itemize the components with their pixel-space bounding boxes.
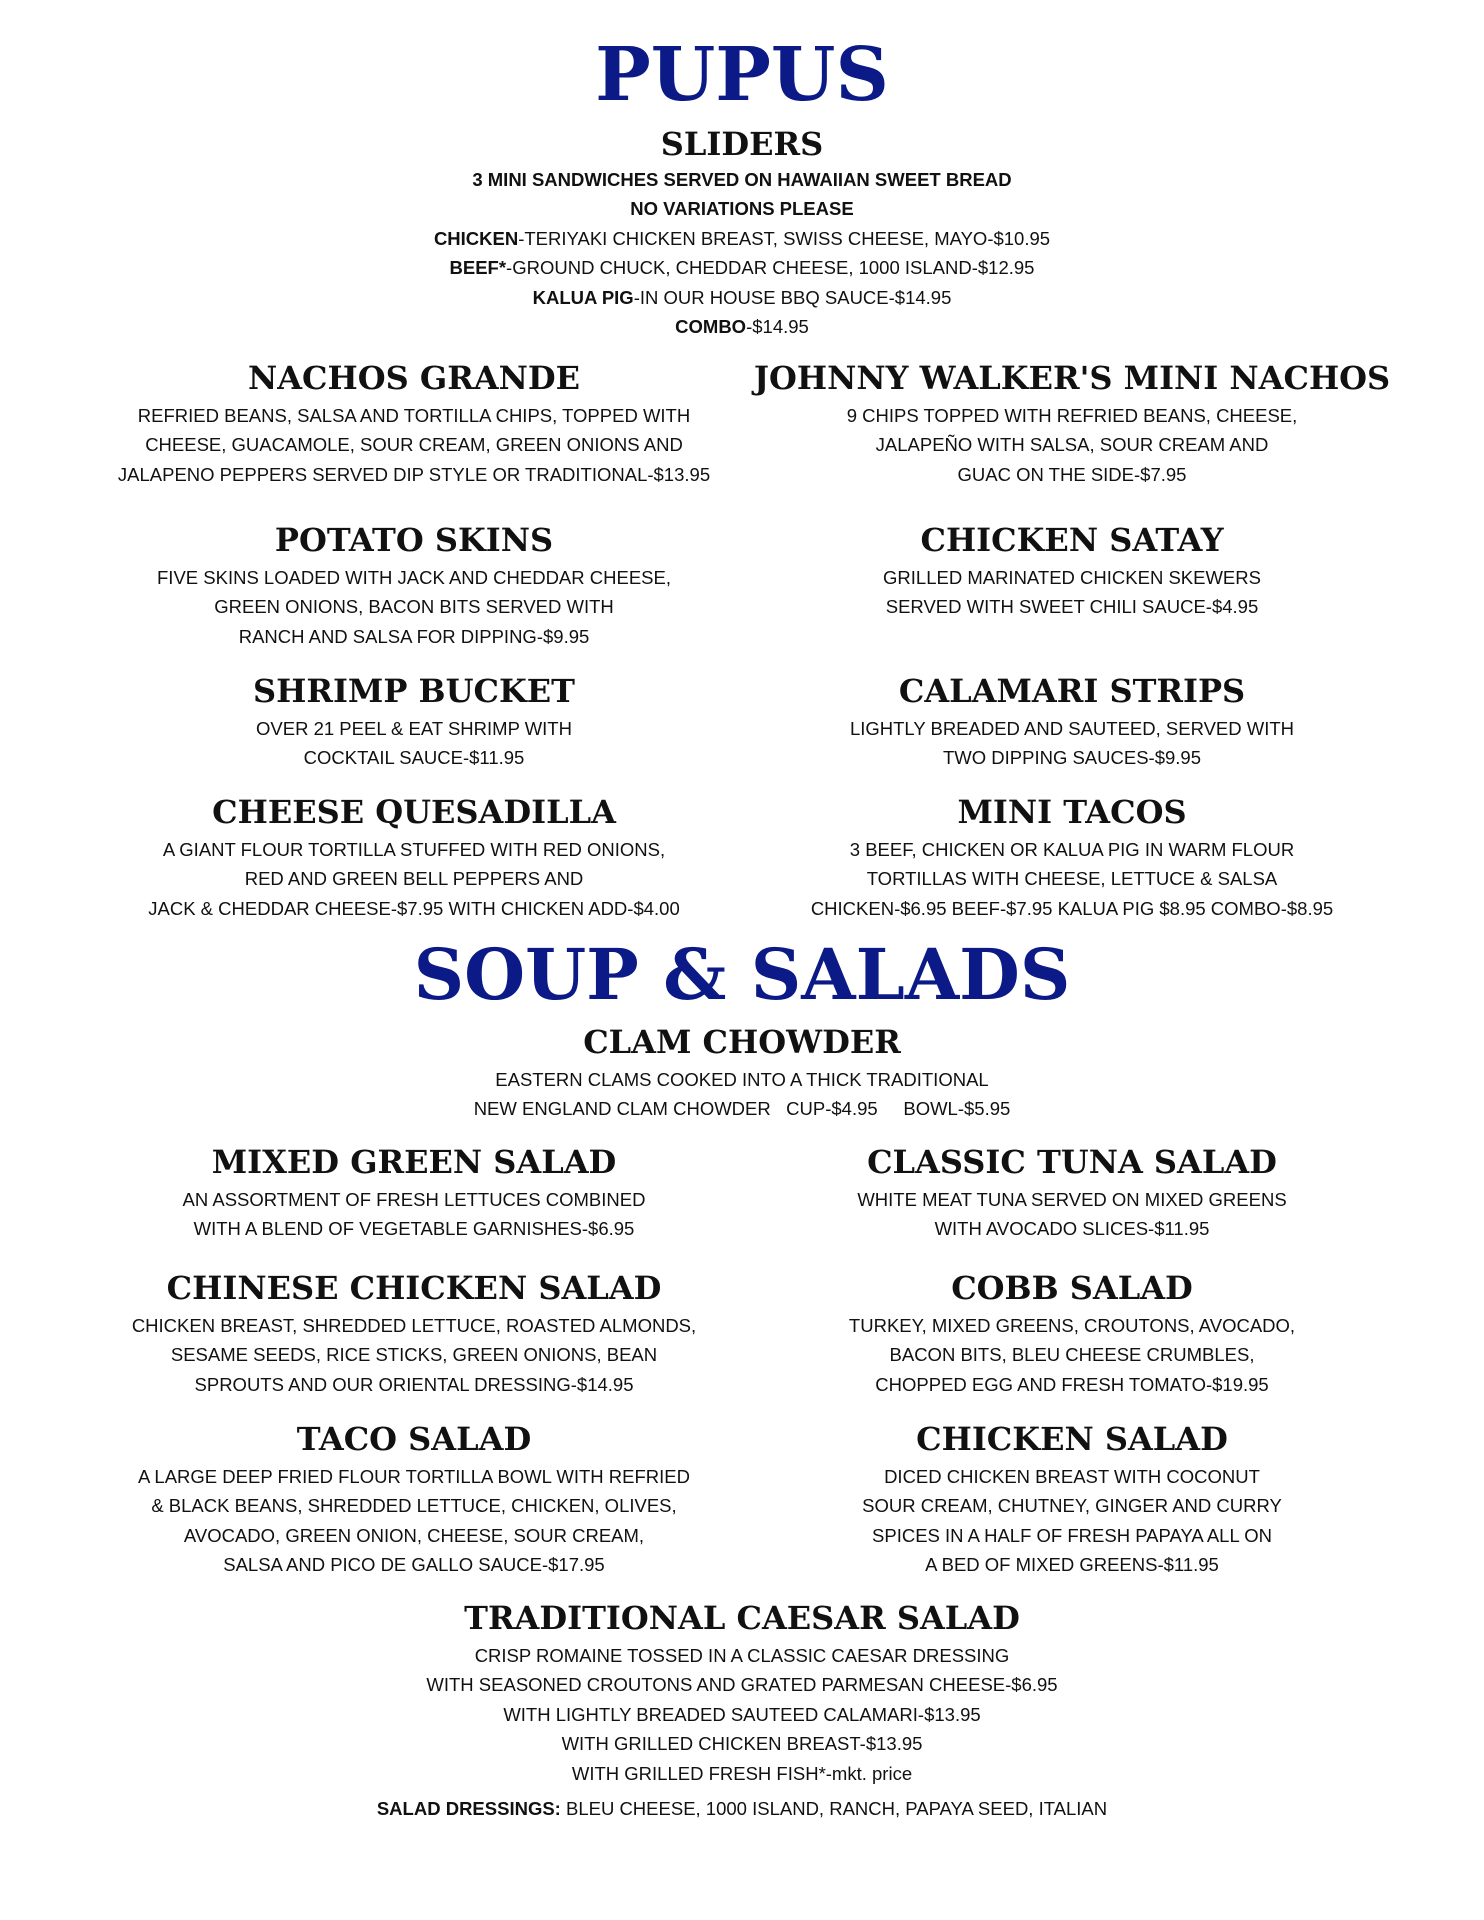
mini-tacos-item (742, 794, 1402, 923)
cheese-quesadilla-line: A GIANT FLOUR TORTILLA STUFFED WITH RED ONIONS, (162, 838, 666, 860)
clam-chowder-line: NEW ENGLAND CLAM CHOWDER CUP-$4.95 BOWL-$5.95 (473, 1098, 1011, 1120)
chinese-chicken-salad-line: CHICKEN BREAST, SHREDDED LETTUCE, ROASTED ALMONDS, (131, 1314, 697, 1336)
nachos-grande-item (84, 360, 744, 489)
slider-combo (0, 312, 1484, 342)
calamari-strips-line: LIGHTLY BREADED AND SAUTEED, SERVED WITH (849, 717, 1295, 739)
calamari-strips-title: CALAMARI STRIPS (898, 672, 1246, 710)
caesar-salad-item (0, 1600, 1484, 1788)
classic-tuna-salad-line: WHITE MEAT TUNA SERVED ON MIXED GREENS (857, 1188, 1287, 1210)
calamari-strips-item (742, 673, 1402, 773)
taco-salad-line: AVOCADO, GREEN ONION, CHEESE, SOUR CREAM, (183, 1524, 645, 1546)
mixed-green-salad-line: AN ASSORTMENT OF FRESH LETTUCES COMBINED (182, 1188, 646, 1210)
slider-beef-text: -GROUND CHUCK, CHEDDAR CHEESE, 1000 ISLAND-$12.95 (506, 257, 1035, 279)
slider-chicken-text: -TERIYAKI CHICKEN BREAST, SWISS CHEESE, MAYO-$10.95 (518, 227, 1051, 249)
mixed-green-salad-line: WITH A BLEND OF VEGETABLE GARNISHES-$6.95 (193, 1218, 635, 1240)
classic-tuna-salad-item (742, 1144, 1402, 1244)
clam-chowder-title: CLAM CHOWDER (583, 1023, 901, 1061)
mini-tacos-line: TORTILLAS WITH CHEESE, LETTUCE & SALSA (866, 868, 1278, 890)
chicken-salad-line: SOUR CREAM, CHUTNEY, GINGER AND CURRY (862, 1495, 1282, 1517)
caesar-salad-line: CRISP ROMAINE TOSSED IN A CLASSIC CAESAR DRESSING (474, 1644, 1010, 1666)
classic-tuna-salad-title: CLASSIC TUNA SALAD (867, 1143, 1277, 1181)
chicken-satay-title: CHICKEN SATAY (920, 521, 1224, 559)
calamari-strips-line: TWO DIPPING SAUCES-$9.95 (942, 747, 1202, 769)
chinese-chicken-salad-item (84, 1270, 744, 1399)
mini-nachos-title: JOHNNY WALKER'S MINI NACHOS (753, 359, 1391, 397)
clam-chowder-item (0, 1024, 1484, 1124)
salad-dressings-label: SALAD DRESSINGS: (376, 1798, 561, 1819)
pupus-heading: PUPUS (595, 32, 889, 118)
chicken-satay-line: SERVED WITH SWEET CHILI SAUCE-$4.95 (885, 596, 1259, 618)
sliders-line-2: NO VARIATIONS PLEASE (630, 198, 854, 220)
caesar-salad-line: WITH SEASONED CROUTONS AND GRATED PARMESAN CHEESE-$6.95 (426, 1674, 1058, 1696)
slider-combo-text: -$14.95 (746, 316, 809, 338)
sliders-title: SLIDERS (660, 125, 824, 163)
salad-dressings (0, 1798, 1484, 1820)
potato-skins-line: GREEN ONIONS, BACON BITS SERVED WITH (214, 596, 614, 618)
nachos-grande-line: CHEESE, GUACAMOLE, SOUR CREAM, GREEN ONIONS AND (145, 434, 683, 456)
mixed-green-salad-item (84, 1144, 744, 1244)
shrimp-bucket-item (84, 673, 744, 773)
taco-salad-title: TACO SALAD (296, 1420, 532, 1458)
slider-kalua-pig-name: KALUA PIG (532, 286, 634, 308)
mixed-green-salad-title: MIXED GREEN SALAD (211, 1143, 617, 1181)
mini-tacos-title: MINI TACOS (957, 793, 1187, 831)
mini-nachos-line: GUAC ON THE SIDE-$7.95 (957, 463, 1187, 485)
chicken-salad-line: A BED OF MIXED GREENS-$11.95 (925, 1554, 1219, 1576)
cobb-salad-line: TURKEY, MIXED GREENS, CROUTONS, AVOCADO, (848, 1314, 1296, 1336)
shrimp-bucket-line: COCKTAIL SAUCE-$11.95 (303, 747, 525, 769)
caesar-salad-title: TRADITIONAL CAESAR SALAD (464, 1599, 1020, 1637)
mini-nachos-line: 9 CHIPS TOPPED WITH REFRIED BEANS, CHEESE, (846, 404, 1298, 426)
cobb-salad-line: CHOPPED EGG AND FRESH TOMATO-$19.95 (875, 1373, 1269, 1395)
cobb-salad-title: COBB SALAD (951, 1269, 1193, 1307)
cheese-quesadilla-line: RED AND GREEN BELL PEPPERS AND (244, 868, 584, 890)
clam-chowder-line: EASTERN CLAMS COOKED INTO A THICK TRADITIONAL (495, 1068, 989, 1090)
caesar-salad-line: WITH GRILLED CHICKEN BREAST-$13.95 (561, 1733, 923, 1755)
cobb-salad-item (742, 1270, 1402, 1399)
chinese-chicken-salad-line: SPROUTS AND OUR ORIENTAL DRESSING-$14.95 (194, 1373, 634, 1395)
classic-tuna-salad-line: WITH AVOCADO SLICES-$11.95 (934, 1218, 1210, 1240)
shrimp-bucket-title: SHRIMP BUCKET (253, 672, 575, 710)
cheese-quesadilla-line: JACK & CHEDDAR CHEESE-$7.95 WITH CHICKEN ADD-$4.00 (148, 897, 680, 919)
caesar-salad-line: WITH LIGHTLY BREADED SAUTEED CALAMARI-$13.95 (503, 1703, 981, 1725)
slider-combo-name: COMBO (675, 316, 747, 338)
cobb-salad-line: BACON BITS, BLEU CHEESE CRUMBLES, (889, 1344, 1255, 1366)
nachos-grande-title: NACHOS GRANDE (247, 359, 581, 397)
cheese-quesadilla-item (84, 794, 744, 923)
taco-salad-line: SALSA AND PICO DE GALLO SAUCE-$17.95 (223, 1554, 605, 1576)
chicken-salad-line: DICED CHICKEN BREAST WITH COCONUT (884, 1465, 1260, 1487)
soup-salads-heading: SOUP & SALADS (413, 933, 1071, 1016)
shrimp-bucket-line: OVER 21 PEEL & EAT SHRIMP WITH (256, 717, 572, 739)
slider-chicken (0, 224, 1484, 254)
chicken-salad-item (742, 1421, 1402, 1580)
potato-skins-item (84, 522, 744, 651)
nachos-grande-line: REFRIED BEANS, SALSA AND TORTILLA CHIPS, TOPPED WITH (137, 404, 691, 426)
salad-dressings-list: BLEU CHEESE, 1000 ISLAND, RANCH, PAPAYA SEED, ITALIAN (560, 1798, 1108, 1819)
mini-tacos-line: 3 BEEF, CHICKEN OR KALUA PIG IN WARM FLOUR (849, 838, 1295, 860)
mini-tacos-line: CHICKEN-$6.95 BEEF-$7.95 KALUA PIG $8.95 COMBO-$8.95 (810, 897, 1334, 919)
potato-skins-line: RANCH AND SALSA FOR DIPPING-$9.95 (238, 625, 590, 647)
chinese-chicken-salad-line: SESAME SEEDS, RICE STICKS, GREEN ONIONS, BEAN (170, 1344, 658, 1366)
potato-skins-title: POTATO SKINS (274, 521, 554, 559)
slider-beef-name: BEEF* (449, 257, 507, 279)
taco-salad-line: & BLACK BEANS, SHREDDED LETTUCE, CHICKEN, OLIVES, (151, 1495, 677, 1517)
taco-salad-line: A LARGE DEEP FRIED FLOUR TORTILLA BOWL WITH REFRIED (137, 1465, 691, 1487)
mini-nachos-line: JALAPEÑO WITH SALSA, SOUR CREAM AND (875, 434, 1269, 456)
cheese-quesadilla-title: CHEESE QUESADILLA (212, 793, 616, 831)
sliders-section (0, 126, 1484, 342)
sliders-line-1: 3 MINI SANDWICHES SERVED ON HAWAIIAN SWEET BREAD (472, 168, 1012, 190)
slider-beef (0, 253, 1484, 283)
slider-kalua-pig-text: -IN OUR HOUSE BBQ SAUCE-$14.95 (633, 286, 952, 308)
chicken-satay-line: GRILLED MARINATED CHICKEN SKEWERS (883, 566, 1261, 588)
nachos-grande-line: JALAPENO PEPPERS SERVED DIP STYLE OR TRADITIONAL-$13.95 (117, 463, 711, 485)
chicken-salad-line: SPICES IN A HALF OF FRESH PAPAYA ALL ON (872, 1524, 1272, 1546)
chinese-chicken-salad-title: CHINESE CHICKEN SALAD (166, 1269, 662, 1307)
chicken-salad-title: CHICKEN SALAD (916, 1420, 1228, 1458)
chicken-satay-item (742, 522, 1402, 622)
taco-salad-item (84, 1421, 744, 1580)
mini-nachos-item (742, 360, 1402, 489)
caesar-salad-line: WITH GRILLED FRESH FISH*-mkt. price (571, 1762, 913, 1784)
potato-skins-line: FIVE SKINS LOADED WITH JACK AND CHEDDAR CHEESE, (157, 566, 671, 588)
slider-chicken-name: CHICKEN (433, 227, 519, 249)
slider-kalua-pig (0, 283, 1484, 313)
